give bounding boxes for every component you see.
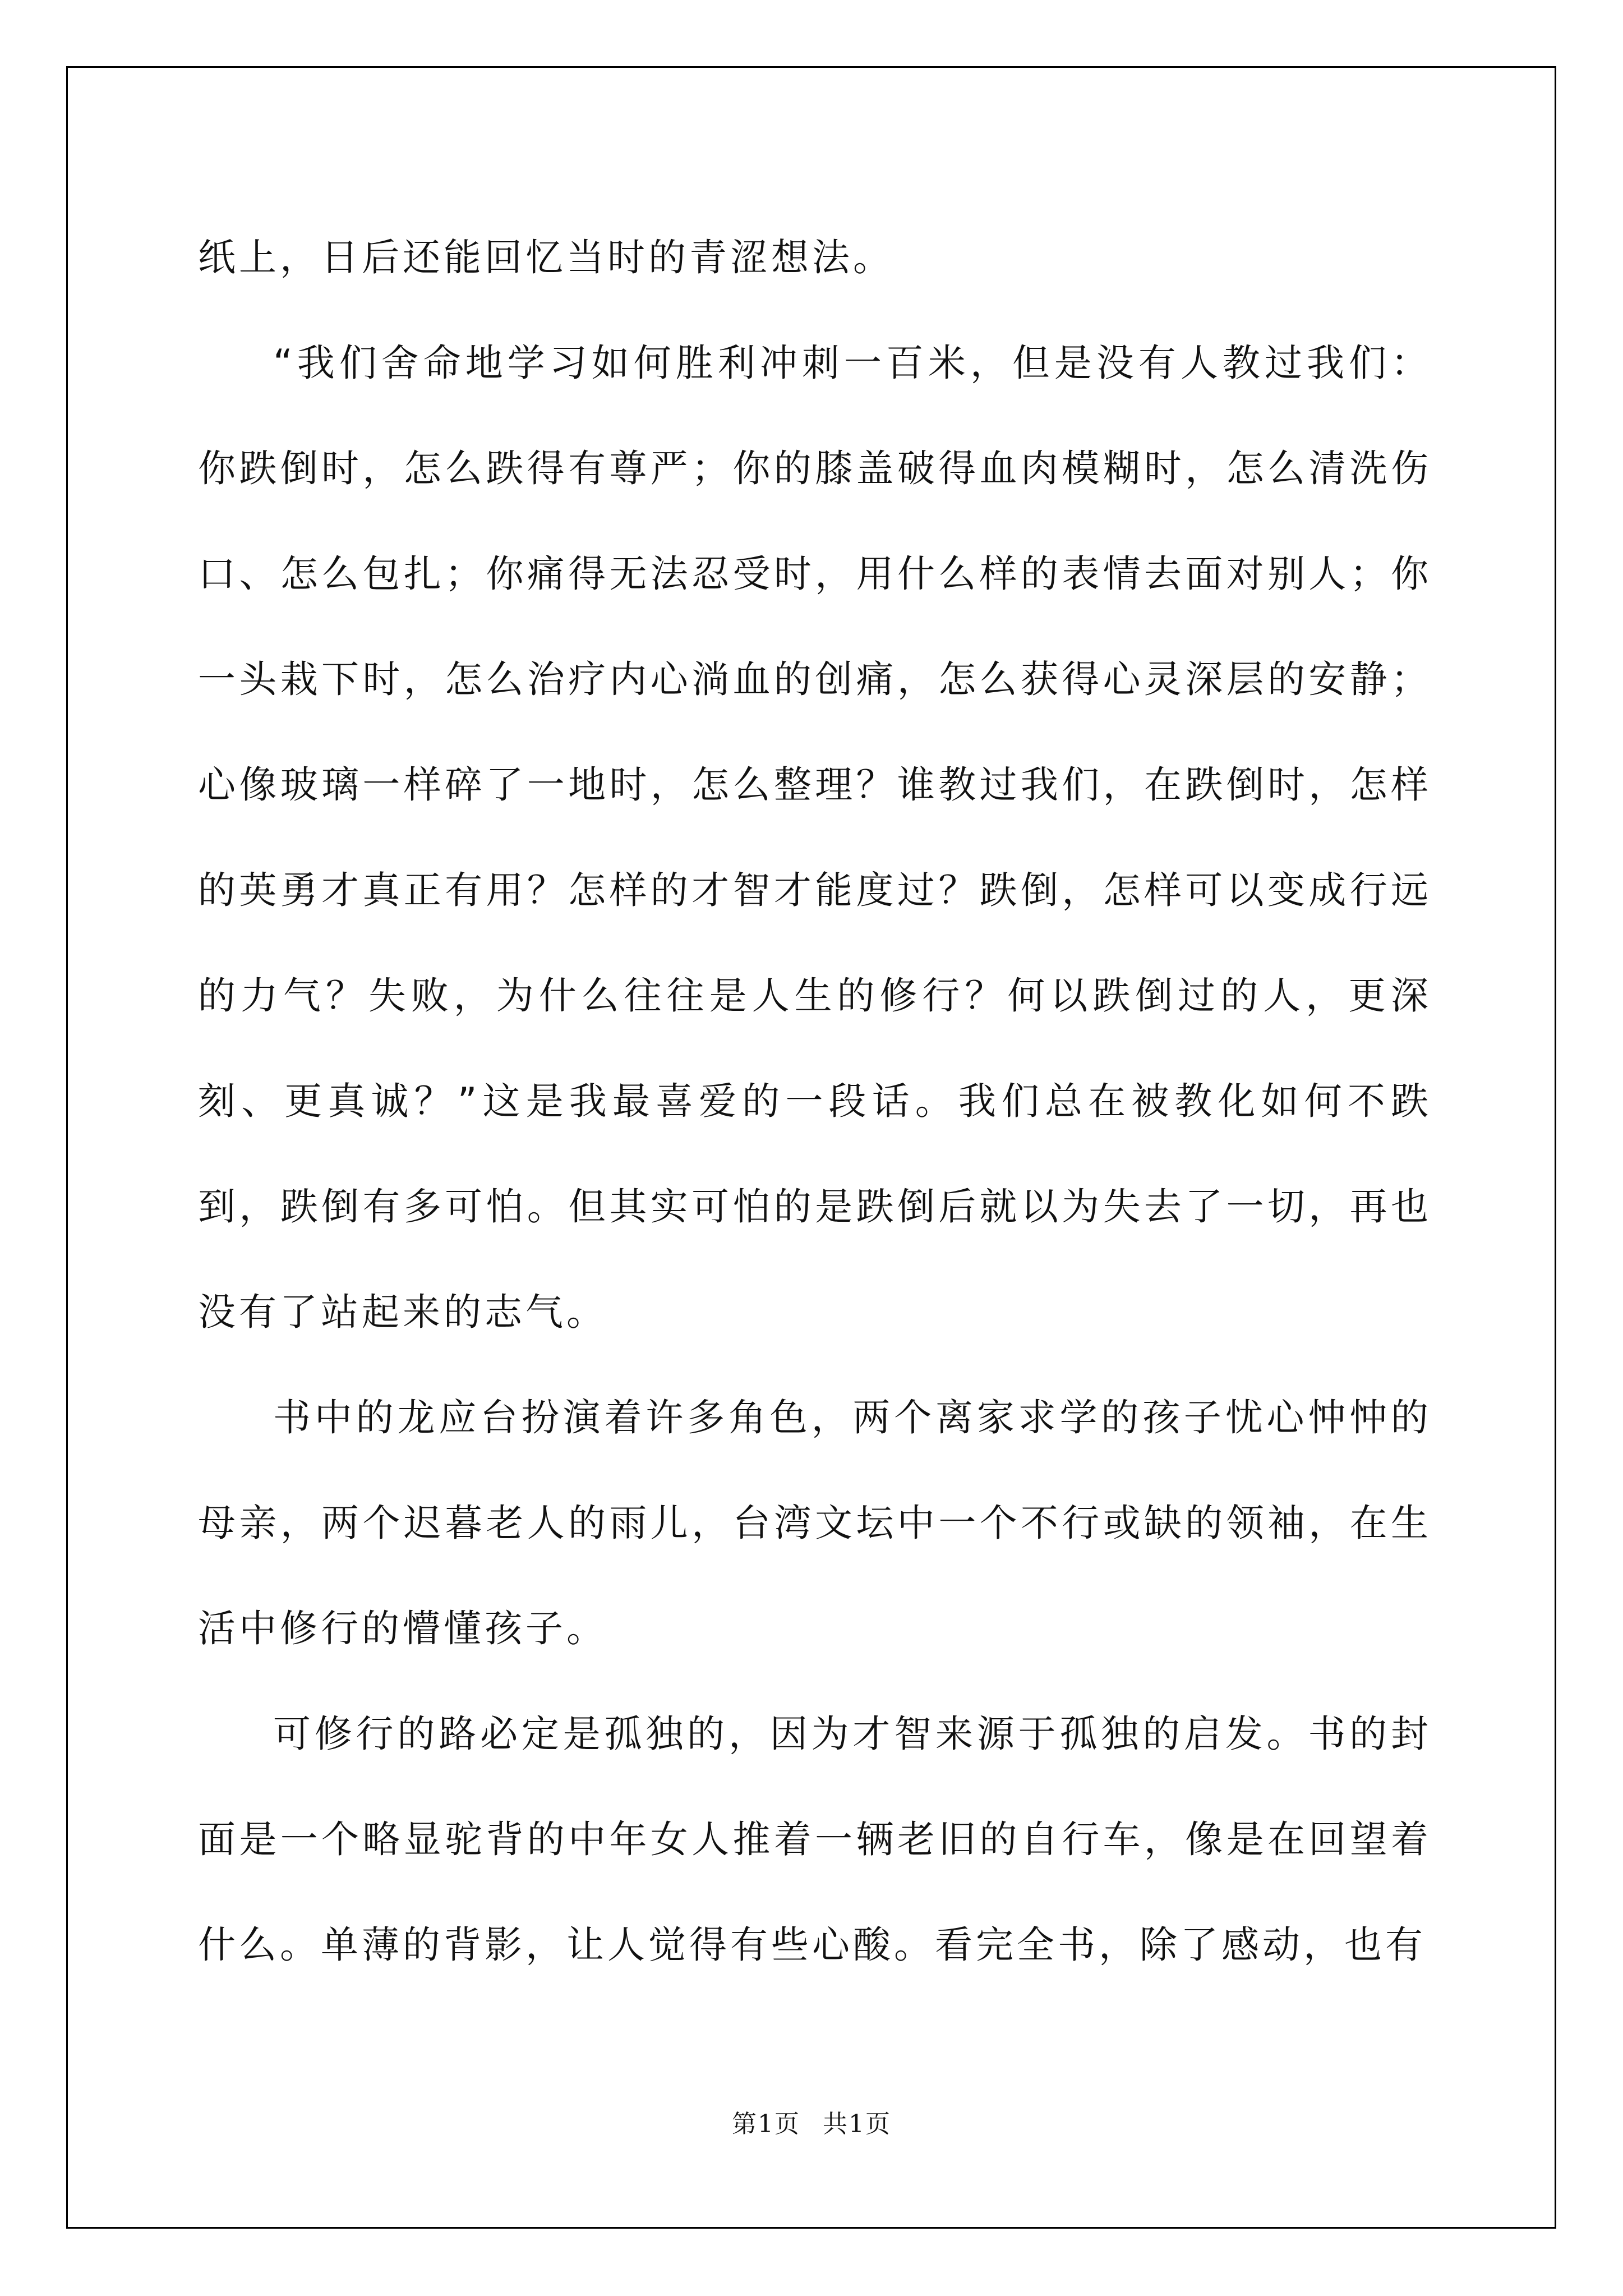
- page-total: 共1页: [823, 2110, 891, 2138]
- page-footer: [0, 2104, 1623, 2139]
- document-body: [198, 205, 1432, 1998]
- paragraph: 可修行的路必定是孤独的，因为才智来源于孤独的启发。书的封面是一个略显驼背的中年女人推着一辆老旧的自行车，像是在回望着什么。单薄的背影，让人觉得有些心酸。看完全书，除了感动，也有: [198, 1712, 1432, 1967]
- paragraph: 纸上，日后还能回忆当时的青涩想法。: [198, 236, 894, 279]
- paragraph: 书中的龙应台扮演着许多角色，两个离家求学的孩子忧心忡忡的母亲，两个迟暮老人的雨儿，台湾文坛中一个不行或缺的领袖，在生活中修行的懵懂孩子。: [198, 1396, 1432, 1650]
- page-number: 第1页: [732, 2110, 800, 2138]
- paragraph: “我们舍命地学习如何胜利冲刺一百米，但是没有人教过我们：你跌倒时，怎么跌得有尊严；你的膝盖破得血肉模糊时，怎么清洗伤口、怎么包扎；你痛得无法忍受时，用什么样的表情去面对别人；你一头栽下时，怎么治疗内心淌血的创痛，怎么获得心灵深层的安静；心像玻璃一样碎了一地时，怎么整理？谁教过我们，在跌倒时，怎样的英勇才真正有用？怎样的才智才能度过？跌倒，怎样可以变成行远的力气？失败，为什么往往是人生的修行？何以跌倒过的人，更深刻、更真诚？”这是我最喜爱的一段话。我们总在被教化如何不跌到，跌倒有多可怕。但其实可怕的是跌倒后就以为失去了一切，再也没有了站起来的志气。: [198, 341, 1432, 1334]
